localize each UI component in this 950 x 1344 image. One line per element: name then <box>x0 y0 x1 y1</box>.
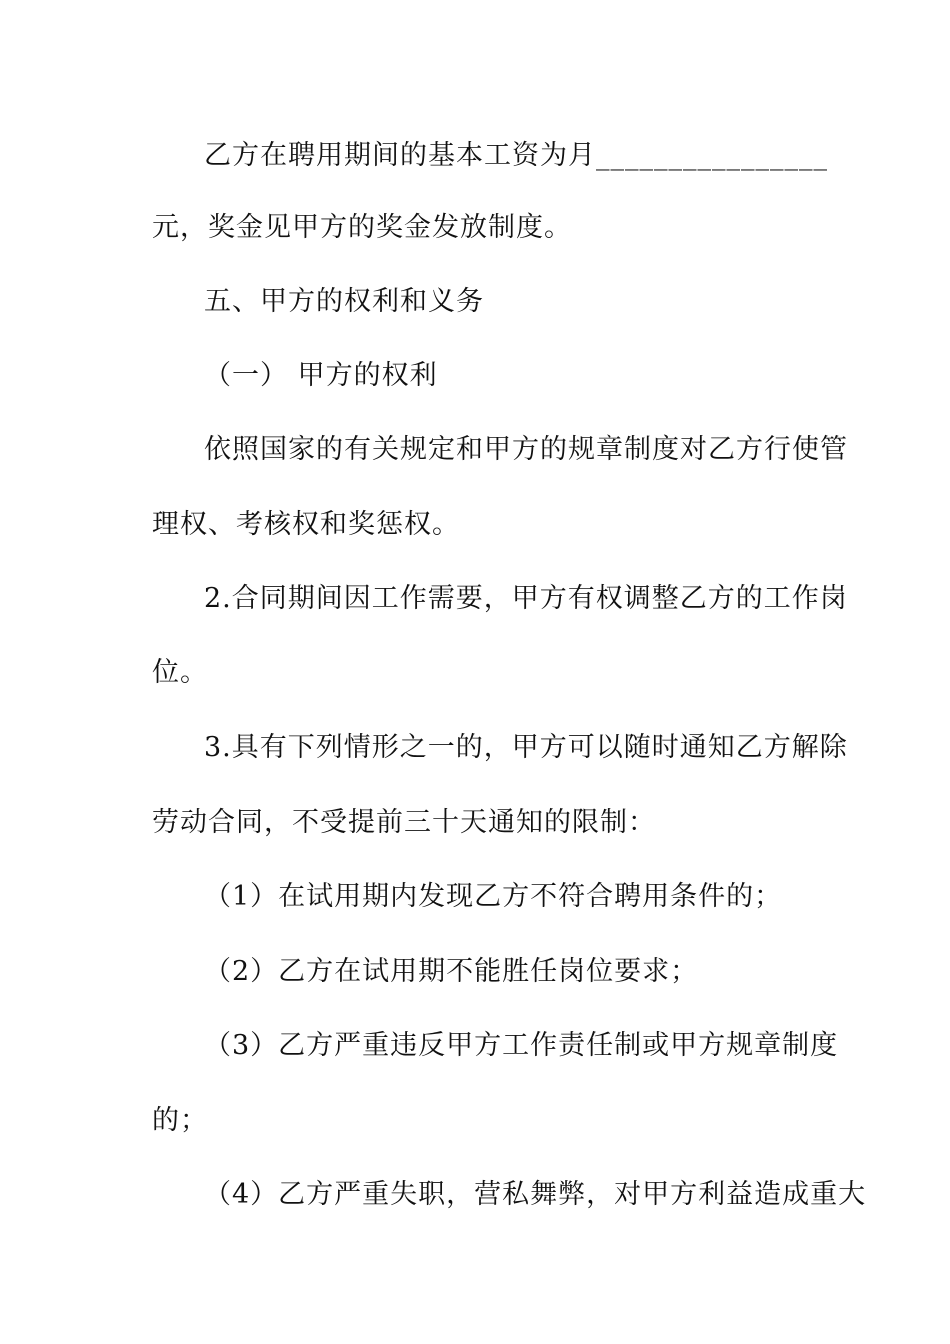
paragraph-salary-line-1: 乙方在聘用期间的基本工资为月________________ <box>204 140 828 171</box>
list-item-2: （2）乙方在试用期不能胜任岗位要求； <box>204 956 699 987</box>
paragraph-rights-line-2: 理权、考核权和奖惩权。 <box>152 509 460 540</box>
section-heading-party-a-rights-duties: 五、甲方的权利和义务 <box>204 286 484 317</box>
paragraph-item-2-line-2: 位。 <box>152 657 208 688</box>
paragraph-item-3-line-2: 劳动合同，不受提前三十天通知的限制： <box>152 807 656 838</box>
list-item-1: （1）在试用期内发现乙方不符合聘用条件的； <box>204 881 783 912</box>
paragraph-item-2-line-1: 2.合同期间因工作需要，甲方有权调整乙方的工作岗 <box>204 583 848 614</box>
paragraph-rights-line-1: 依照国家的有关规定和甲方的规章制度对乙方行使管 <box>204 434 848 465</box>
paragraph-item-3-line-1: 3.具有下列情形之一的，甲方可以随时通知乙方解除 <box>204 732 848 763</box>
list-item-3-line-1: （3）乙方严重违反甲方工作责任制或甲方规章制度 <box>204 1030 839 1061</box>
list-item-4-line-1: （4）乙方严重失职，营私舞弊，对甲方利益造成重大 <box>204 1179 867 1210</box>
list-item-3-line-2: 的； <box>152 1105 208 1136</box>
subsection-heading-party-a-rights: （一） 甲方的权利 <box>204 360 438 391</box>
paragraph-salary-line-2: 元，奖金见甲方的奖金发放制度。 <box>152 212 572 243</box>
